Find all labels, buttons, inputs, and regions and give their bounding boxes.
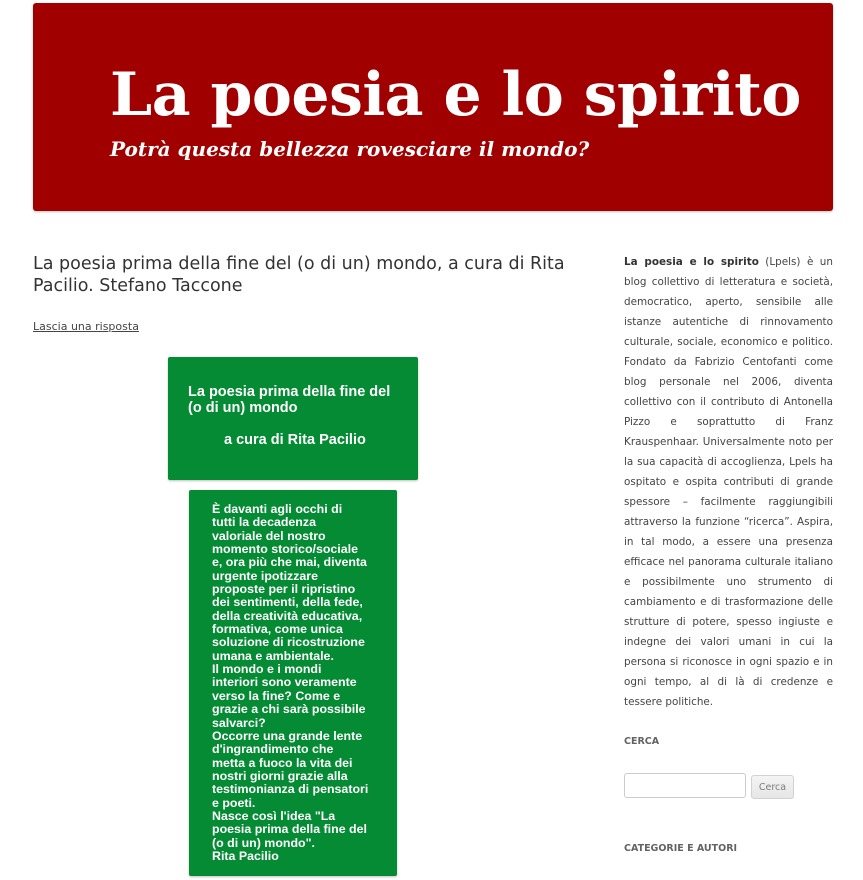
post-title: La poesia prima della fine del (o di un) mondo, a cura di Rita Pacilio. Stefano Taccone	[33, 254, 565, 296]
about-blog-name: La poesia e lo spirito	[624, 256, 759, 268]
search-button[interactable]: Cerca	[751, 775, 794, 799]
site-tagline: Potrà questa bellezza rovesciare il mondo?	[110, 137, 590, 161]
site-title[interactable]: La poesia e lo spirito	[110, 60, 801, 130]
book-cover-top-image	[168, 357, 418, 480]
cover-title: La poesia prima della fine del (o di un) mondo	[188, 384, 391, 416]
about-description: (Lpels) è un blog collettivo di letteratura e società, democratico, aperto, sensibile alle istanze autentiche di rinnovamento culturale, sociale, economico e politico. Fondato da Fabrizio Centofanti come blog personale nel 2006, diventa collettivo con il contributo di Antonella Pizzo e soprattutto di Franz Krauspenhaar. Universalmente noto per la sua capacità di accoglienza, Lpels ha ospitato e ospita contributi di grande spessore – facilmente raggiungibili attraverso la funzione “ricerca”. Aspira, in tal modo, a essere una presenza efficace nel panorama culturale italiano e possibilmente uno strumento di cambiamento e di trasformazione delle strutture di potere, spesso ingiuste e indegne dei valori umani in cui la persona si riconosce in ogni spazio e in ogni tempo, al di là di credenze e tessere politiche.	[624, 256, 833, 708]
book-cover-text-image	[189, 490, 397, 876]
search-widget-title: CERCA	[624, 736, 660, 747]
search-input[interactable]	[624, 773, 746, 798]
sidebar	[624, 252, 833, 712]
leave-reply-link[interactable]: Lascia una risposta	[33, 320, 139, 333]
about-widget-text	[624, 252, 833, 712]
site-header	[33, 3, 833, 211]
categories-widget-title: CATEGORIE E AUTORI	[624, 843, 738, 854]
cover-body-text: È davanti agli occhi di tutti la decadenza valoriale del nostro momento storico/sociale e, ora più che mai, diventa urgente ipotizzare proposte per il ripristino dei sentimenti, della fede, della creatività educativa, formativa, come unica soluzione di ricostruzione umana e ambientale. Il mondo e i mondi interiori sono veramente verso la fine? Come e grazie a chi sarà possibile salvarci? Occorre una grande lente d'ingrandimento che metta a fuoco la vita dei nostri giorni grazie alla testimonianza di pensatori e poeti. Nasce così l'idea "La poesia prima della fine del (o di un) mondo". Rita Pacilio	[212, 502, 369, 863]
cover-curator: a cura di Rita Pacilio	[224, 432, 366, 448]
